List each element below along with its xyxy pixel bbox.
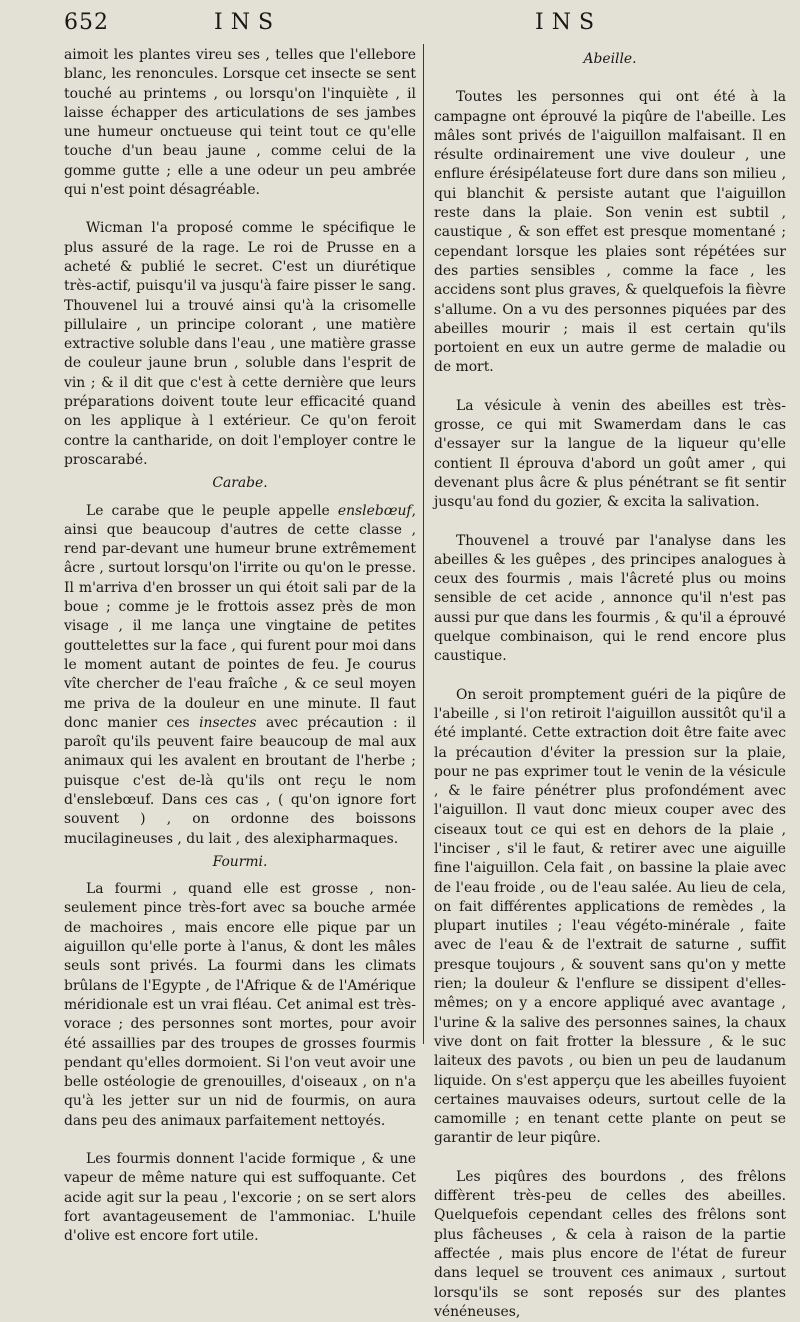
column-rule — [423, 44, 424, 1044]
section-heading-fourmi: Fourmi. — [212, 853, 268, 870]
text-run: avec précaution : il paroît qu'ils peuvent faire beaucoup de mal aux animaux qui les avalent en broutant de l'herbe ; puisque c'est de-là qu'ils ont reçu le nom d'enslebœuf. Dans ces cas , ( qu'on ignore fort souvent ) , on ordonne des boissons mucilagineuses , du lait , des alexipharmaques. — [64, 714, 416, 847]
paragraph: La vésicule à venin des abeilles est très-grosse, ce qui mit Swamerdam dans le cas d'essayer sur la langue de la liqueur qu'elle contient Il éprouva d'abord un goût amer , qui devenant plus âcre & plus pénétrant se fit sentir jusqu'au fond du gozier, & excita la salivation. — [434, 397, 786, 511]
text-run: Le carabe que le peuple appelle — [86, 502, 338, 519]
running-head-right: INS — [535, 10, 603, 35]
text-run: , ainsi que beaucoup d'autres de cette classe , rend par-devant une humeur brune extrêmement âcre , surtout lorsqu'on l'irrite ou qu'on le presse. Il m'arriva d'en brosser un qui étoit sali par de la boue ; comme je le frottois assez près de mon visage , il me lança une vingtaine de petites gouttelettes sur la face , qui furent pour moi dans le moment autant de pointes de feu. Je courus vîte chercher de l'eau fraîche , & ce seul moyen me priva de la douleur en une minute. Il faut donc manier ces — [64, 502, 416, 731]
paragraph — [64, 502, 416, 849]
italic-term: insectes — [199, 714, 257, 731]
paragraph: Wicman l'a proposé comme le spécifique le plus assuré de la rage. Le roi de Prusse en a acheté & publié le secret. C'est un diurétique très-actif, puisqu'il va jusqu'à faire pisser le sang. Thouvenel lui a trouvé ainsi qu'à la crisomelle pillulaire , un principe colorant , une matière extractive soluble dans l'eau , une matière grasse de couleur jaune brun , soluble dans l'esprit de vin ; & il dit que c'est à cette dernière que leurs préparations doivent toute leur efficacité quand on les applique à l extérieur. Ce qu'on feroit contre la cantharide, on doit l'employer contre le proscarabé. — [64, 220, 416, 468]
paragraph: Les fourmis donnent l'acide formique , & une vapeur de même nature qui est suffoquante. Cet acide agit sur la peau , l'excorie ; on se sert alors fort avantageusement de l'ammoniac. L'huile d'olive est encore fort utile. — [64, 1151, 416, 1245]
right-column — [434, 46, 786, 1322]
paragraph: La fourmi , quand elle est grosse , non-seulement pince très-fort avec sa bouche armée de machoires , mais encore elle pique par un aiguillon qu'elle porte à l'anus, & dont les mâles seuls sont privés. La fourmi dans les climats brûlans de l'Egypte , de l'Afrique & de l'Amérique méridionale est un vrai fléau. Cet animal est très-vorace ; des personnes sont mortes, pour avoir été assaillies par des troupes de grosses fourmis pendant qu'elles dormoient. Si l'on veut avoir une belle ostéologie de grenouilles, d'oiseaux , on n'a qu'à les jetter sur un nid de fourmis, on aura dans peu des animaux parfaitement nettoyés. — [64, 881, 416, 1129]
paragraph: Toutes les personnes qui ont été à la campagne ont éprouvé la piqûre de l'abeille. Les mâles sont privés de l'aiguillon malfaisant. Il en résulte ordinairement une vive douleur , une enflure érésipélateuse fort dure dans son milieu , qui blanchit & persiste autant que l'aiguillon reste dans la plaie. Son venin est subtil , caustique , & son effet est presque momentané ; cependant lorsque les plaies sont répétées sur des parties sensibles , comme la face , les accidens sont plus graves, & quelquefois la fièvre s'allume. On a vu des personnes piquées par des abeilles mourir ; mais il est certain qu'ils portoient en eux un autre germe de maladie ou de mort. — [434, 89, 786, 376]
page-number: 652 — [64, 10, 109, 35]
paragraph: aimoit les plantes vireu ses , telles que l'ellebore blanc, les renoncules. Lorsque cet insecte se sent touché au printems , ou lorsqu'on l'inquiète , il laisse échapper des articulations de ses jambes une humeur onctueuse qui teint tout ce qu'elle touche d'un beau jaune , comme celui de la gomme gutte ; elle a une odeur un peu ambrée qui n'est point désagréable. — [64, 47, 416, 199]
paragraph: Les piqûres des bourdons , des frêlons diffèrent très-peu de celles des abeilles. Quelquefois cependant celles des frêlons sont plus fâcheuses , & cela à raison de la partie affectée , mais plus encore de l'état de fureur dans lequel se trouvent ces animaux , surtout lorsqu'ils se sont reposés sur des plantes vénéneuses, — [434, 1168, 786, 1320]
section-heading-abeille: Abeille. — [583, 51, 637, 67]
paragraph: On seroit promptement guéri de la piqûre de l'abeille , si l'on retiroit l'aiguillon aussitôt qu'il a été implanté. Cette extraction doit être faite avec la précaution d'éviter la pression sur la plaie, pour ne pas exprimer tout le venin de la vésicule , & le faire pénétrer plus profondément avec l'aiguillon. Il vaut donc mieux couper avec des ciseaux tout ce qui est en dehors de la plaie , l'inciser , s'il le faut, & retirer avec une aiguille fine l'aiguillon. Cela fait , on bassine la plaie avec de l'eau froide , ou de l'eau salée. Au lieu de cela, on fait différentes applications de remèdes , la plupart inutiles ; l'eau végéto-minérale , faite avec de l'eau & de l'extrait de saturne , suffit presque toujours , & souvent sans qu'on y mette rien; la douleur & l'enflure se dissipent d'elles-mêmes; on y a encore appliqué avec avantage , l'urine & la salive des personnes saines, la chaux vive dont on fait frotter la blessure , & le suc laiteux des pavots , ou bien un peu de laudanum liquide. On s'est apperçu que les abeilles fuyoient certaines mauvaises odeurs, surtout celle de la camomille ; en tenant cette plante on peut se garantir de leur piqûre. — [434, 686, 786, 1147]
section-heading-carabe: Carabe. — [212, 475, 268, 492]
italic-term: enslebœuf — [337, 502, 412, 519]
left-column — [64, 46, 416, 1247]
running-head-left: INS — [214, 10, 282, 35]
paragraph: Thouvenel a trouvé par l'analyse dans les abeilles & les guêpes , des principes analogues à ceux des fourmis , mais l'âcreté plus ou moins sensible de cet acide , annonce qu'il n'est pas aussi pur que dans les fourmis , & qu'il a éprouvé quelque combinaison, qui le rend encore plus caustique. — [434, 532, 786, 665]
